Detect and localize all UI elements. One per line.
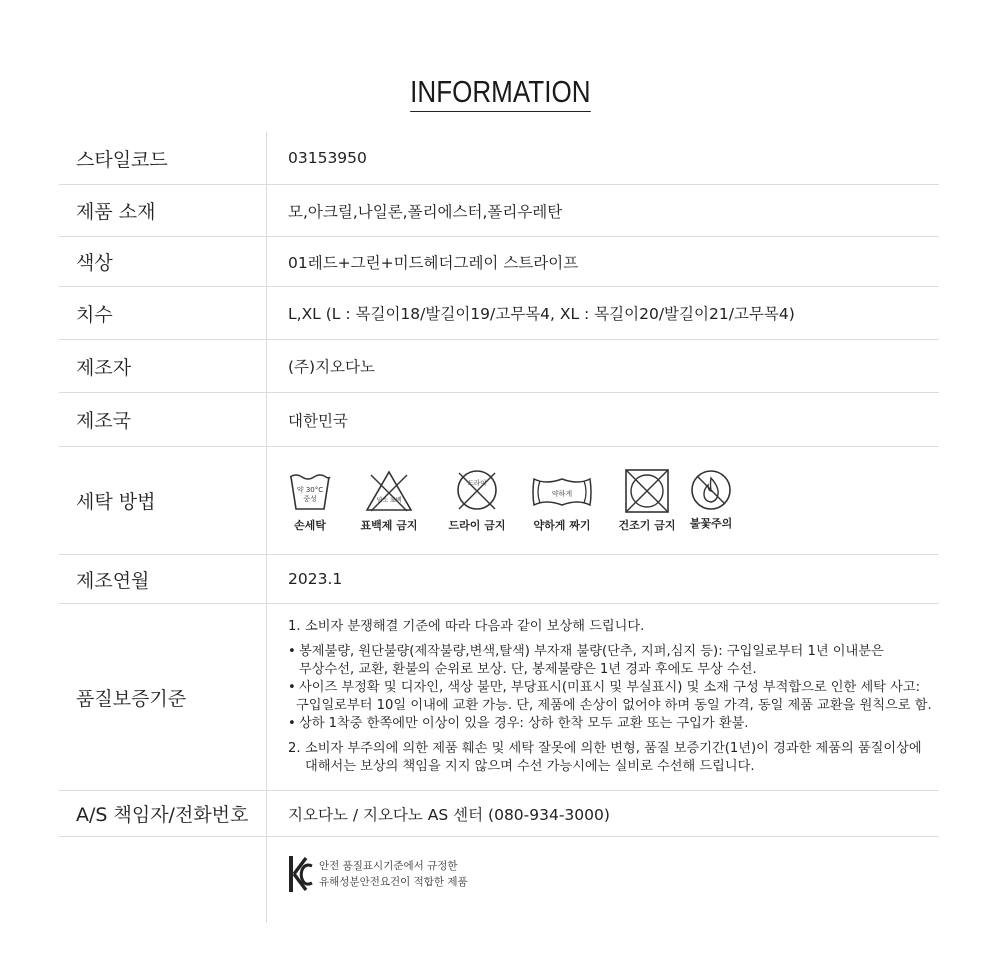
row-kc [59,837,939,923]
no-bleach-caption: 표백제 금지 [360,518,418,532]
row-manufacturer [59,340,939,393]
row-style-code [59,132,939,185]
row-color [59,237,939,287]
quality-label: 품질보증기준 [59,604,267,790]
quality-bullet-1-mark: • [288,644,296,659]
quality-item-2-num: 2. [288,741,301,756]
no-bleach-inner: 염소 표백 [376,496,402,504]
color-label: 색상 [59,237,267,286]
as-label: A/S 책임자/전화번호 [59,791,267,836]
date-value: 2023.1 [288,570,343,588]
quality-bullet-3-mark: • [288,716,296,731]
kc-label-cell [59,837,267,923]
style-code-label: 스타일코드 [59,132,267,184]
hand-wash-neutral: 중성 [303,494,317,503]
quality-item-1-num: 1. [288,619,301,634]
quality-item-2 [288,740,932,758]
gentle-wring-caption: 약하게 짜기 [533,518,591,532]
color-value: 01레드+그린+미드헤더그레이 스트라이프 [288,253,579,272]
no-dry-clean [447,469,507,533]
no-bleach [361,469,417,533]
fire-caution-caption: 불꽃주의 [689,516,733,530]
quality-bullet-3-text: 상하 1착중 한쪽에만 이상이 있을 경우: 상하 한착 모두 교환 또는 구입가 환불. [299,716,749,731]
no-tumble-dry-caption: 건조기 금지 [618,518,676,532]
hand-wash [288,469,332,533]
quality-bullet-2-line-2: 구입일로부터 10일 이내에 교환 가능. 단, 제품에 손상이 없어야 하며 동일 가격, 동일 제품 교환을 원칙으로 함. [296,698,932,713]
material-value: 모,아크릴,나일론,폴리에스터,폴리우레탄 [288,202,563,221]
row-material [59,185,939,237]
washing-label: 세탁 방법 [59,447,267,554]
quality-bullet-2-line-1: 사이즈 부정확 및 디자인, 색상 불만, 부당표시(미표시 및 부실표시) 및 소재 구성 부적합으로 인한 세탁 사고: [299,680,921,695]
gentle-wring-icon [532,469,592,513]
manufacturer-label: 제조자 [59,340,267,392]
material-label: 제품 소재 [59,185,267,236]
row-as [59,791,939,837]
no-dry-clean-icon [455,469,499,513]
quality-item-2-line-2: 대해서는 보상의 책임을 지지 않으며 수선 가능시에는 실비로 수선해 드립니다. [305,759,755,774]
quality-bullet-1-line-2: 무상수선, 교환, 환불의 순위로 보상. 단, 봉제불량은 1년 경과 후에도 무상 수선. [299,662,757,677]
row-date [59,555,939,604]
quality-bullet-2 [288,679,932,697]
quality-text [288,618,932,776]
date-label: 제조연월 [59,555,267,603]
fire-caution [687,469,735,531]
no-dry-clean-inner: 드라이 [467,478,487,487]
quality-item-1 [288,618,932,636]
washing-value [267,447,939,554]
quality-value [267,604,939,790]
hand-wash-temp: 약 30°C [296,485,324,494]
kc-text [319,858,468,890]
size-value: L,XL (L : 목길이18/발길이19/고무목4, XL : 목길이20/발길이21/고무목4) [288,305,795,323]
washing-icons [288,469,735,533]
page-title-wrap [0,74,1000,112]
as-value: 지오다노 / 지오다노 AS 센터 (080-934-3000) [288,805,610,824]
kc-logo-icon [288,855,313,893]
no-tumble-dry [617,469,677,533]
gentle-wring [529,469,595,533]
kc-mark [288,855,468,893]
info-table [59,132,939,923]
no-bleach-icon [365,469,413,513]
kc-text-line-1: 안전 품질표시기준에서 규정한 [319,860,458,872]
quality-bullet-1-line-1: 봉제불량, 원단불량(제작불량,변색,탈색) 부자재 불량(단추, 지퍼,심지 등): 구입일로부터 1년 이내분은 [299,644,884,659]
no-tumble-dry-icon [624,469,670,513]
country-value: 대한민국 [288,411,348,430]
quality-item-1-text: 소비자 분쟁해결 기준에 따라 다음과 같이 보상해 드립니다. [305,619,645,634]
row-washing [59,447,939,555]
quality-bullet-1 [288,643,932,661]
manufacturer-value: (주)지오다노 [288,358,375,376]
no-dry-clean-caption: 드라이 금지 [448,518,506,532]
quality-bullet-2-mark: • [288,680,296,695]
country-label: 제조국 [59,393,267,446]
kc-text-line-2: 유해성분안전요건이 적합한 제품 [319,876,468,888]
page-title: INFORMATION [410,74,590,112]
style-code-value: 03153950 [288,149,367,167]
quality-bullet-3 [288,715,932,733]
quality-item-2-line-1: 소비자 부주의에 의한 제품 훼손 및 세탁 잘못에 의한 변형, 품질 보증기간(1년)이 경과한 제품의 품질이상에 [305,741,922,756]
hand-wash-caption: 손세탁 [294,518,326,532]
hand-wash-icon [288,469,332,513]
fire-caution-icon [689,469,733,513]
gentle-wring-inner: 약하게 [551,489,573,498]
row-quality [59,604,939,791]
row-country [59,393,939,447]
size-label: 치수 [59,287,267,339]
row-size [59,287,939,340]
kc-value [267,837,939,923]
